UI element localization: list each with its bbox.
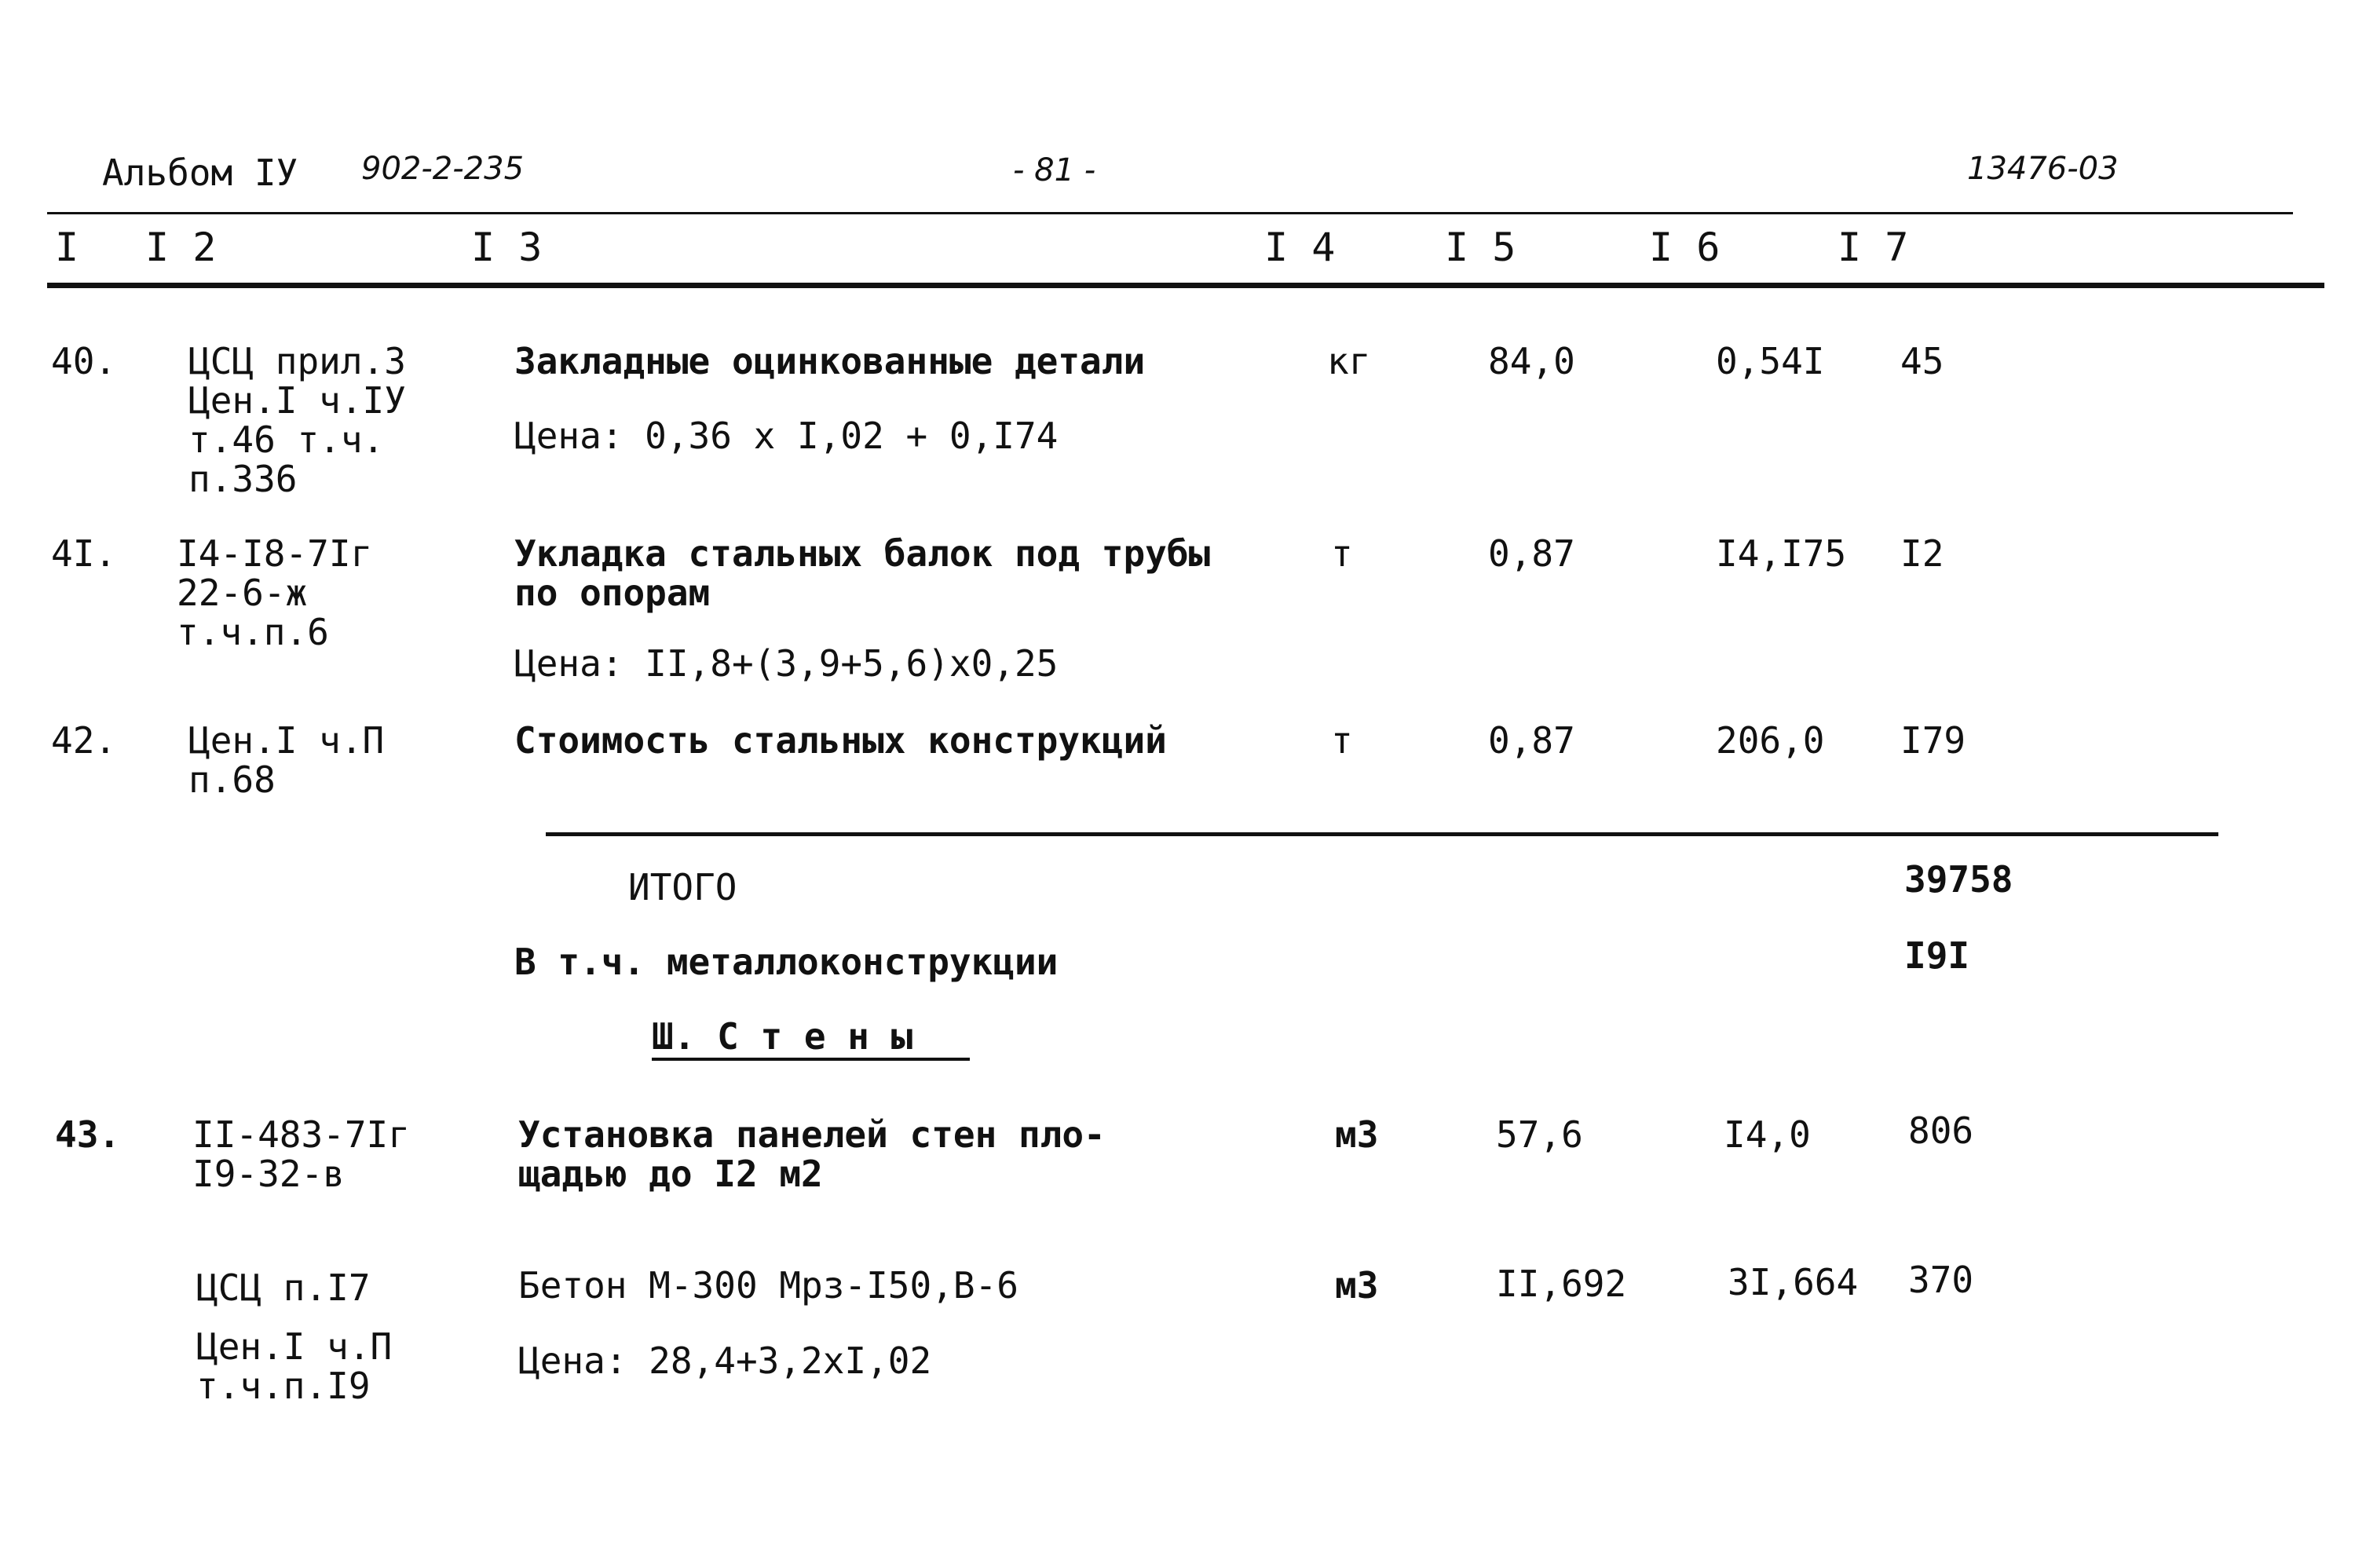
row-unit-price: 3I,664 <box>1728 1261 1859 1303</box>
row-price-note: Цена: 0,36 х I,02 + 0,I74 <box>514 415 1059 457</box>
row-total: 370 <box>1908 1259 1974 1301</box>
row-unit: кг <box>1327 340 1371 382</box>
row-description: Стоимость стальных конструкций <box>514 719 1167 762</box>
row-number: 40. <box>51 340 117 382</box>
row-reference: II-483-7Iг I9-32-в <box>192 1113 410 1195</box>
column-header-3: I 3 <box>471 225 543 270</box>
row-number: 43. <box>55 1113 121 1156</box>
row-quantity: 57,6 <box>1496 1113 1583 1156</box>
row-unit-price: I4,I75 <box>1716 532 1847 575</box>
section-title: Ш. С т е н ы <box>652 1015 913 1058</box>
metal-structures-label: В т.ч. металлоконструкции <box>514 941 1059 983</box>
header-bottom-rule <box>47 283 2324 288</box>
row-unit-price: I4,0 <box>1724 1113 1811 1156</box>
total-label: ИТОГО <box>628 866 737 908</box>
row-quantity: II,692 <box>1496 1263 1627 1305</box>
metal-structures-value: I9I <box>1904 934 1970 977</box>
row-description: Укладка стальных балок под трубы по опорам <box>514 532 1211 614</box>
row-total: I2 <box>1900 532 1944 575</box>
project-code: 902-2-235 <box>361 151 525 187</box>
column-header-7: I 7 <box>1838 225 1909 270</box>
total-value: 39758 <box>1904 858 2013 901</box>
row-total: 806 <box>1908 1109 1974 1152</box>
row-reference: ЦСЦ п.I7 <box>196 1266 371 1309</box>
row-price-note: Цена: II,8+(3,9+5,6)х0,25 <box>514 642 1059 685</box>
row-reference-extra: Цен.I ч.П т.ч.п.I9 <box>196 1325 393 1407</box>
section-title-underline <box>652 1058 970 1061</box>
document-number: 13476-03 <box>1967 151 2119 187</box>
row-description: Бетон М-300 Мрз-I50,В-6 <box>518 1264 1018 1307</box>
row-unit: т <box>1331 532 1353 575</box>
album-label: Альбом IУ <box>102 152 298 194</box>
row-price-note: Цена: 28,4+3,2хI,02 <box>518 1340 932 1382</box>
row-total: 45 <box>1900 340 1944 382</box>
row-number: 4I. <box>51 532 117 575</box>
column-header-6: I 6 <box>1649 225 1721 270</box>
row-unit-price: 206,0 <box>1716 719 1825 762</box>
page-number: - 81 - <box>1013 152 1096 188</box>
row-number: 42. <box>51 719 117 762</box>
column-header-4: I 4 <box>1264 225 1336 270</box>
row-unit: т <box>1331 719 1353 762</box>
row-quantity: 0,87 <box>1488 532 1575 575</box>
row-reference: I4-I8-7Iг 22-6-ж т.ч.п.6 <box>177 532 373 653</box>
row-description: Закладные оцинкованные детали <box>514 340 1146 382</box>
row-description: Установка панелей стен пло- щадью до I2 м2 <box>518 1113 1106 1195</box>
column-header-5: I 5 <box>1445 225 1516 270</box>
row-total: I79 <box>1900 719 1966 762</box>
row-quantity: 84,0 <box>1488 340 1575 382</box>
row-unit-price: 0,54I <box>1716 340 1825 382</box>
header-top-rule <box>47 212 2293 214</box>
row-unit: м3 <box>1335 1264 1379 1307</box>
column-header-1: I <box>55 225 79 270</box>
row-unit: м3 <box>1335 1113 1379 1156</box>
summary-rule <box>546 832 2218 836</box>
column-header-2: I 2 <box>145 225 217 270</box>
row-reference: ЦСЦ прил.3 Цен.I ч.IУ т.46 т.ч. п.336 <box>188 340 406 500</box>
row-reference: Цен.I ч.П п.68 <box>188 719 385 801</box>
row-quantity: 0,87 <box>1488 719 1575 762</box>
